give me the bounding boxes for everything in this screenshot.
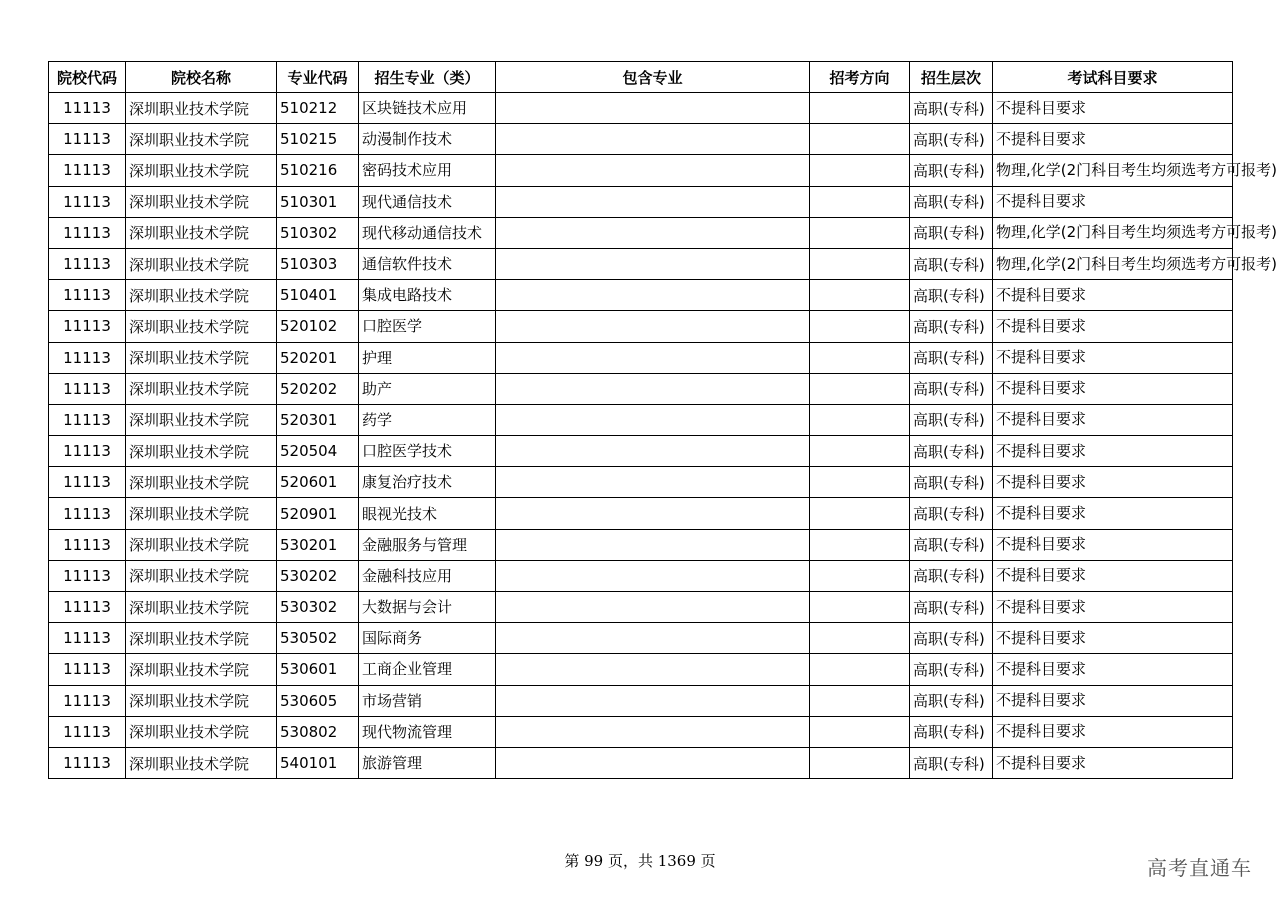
- cell-major-code: 520202: [277, 373, 359, 404]
- cell-school-code: 11113: [49, 592, 126, 623]
- cell-requirement: 不提科目要求: [993, 560, 1233, 591]
- table-row: [49, 467, 1233, 498]
- cell-school-name: 深圳职业技术学院: [126, 217, 277, 248]
- cell-requirement: 不提科目要求: [993, 311, 1233, 342]
- cell-requirement: 不提科目要求: [993, 498, 1233, 529]
- cell-school-name: 深圳职业技术学院: [126, 342, 277, 373]
- cell-school-code: 11113: [49, 498, 126, 529]
- cell-requirement: 物理,化学(2门科目考生均须选考方可报考): [993, 248, 1233, 279]
- cell-direction: [810, 623, 910, 654]
- cell-level: 高职(专科): [910, 373, 993, 404]
- cell-major: 药学: [359, 404, 496, 435]
- cell-major-code: 540101: [277, 747, 359, 778]
- cell-school-code: 11113: [49, 280, 126, 311]
- table-row: [49, 592, 1233, 623]
- cell-major-code: 530605: [277, 685, 359, 716]
- cell-requirement: 不提科目要求: [993, 716, 1233, 747]
- cell-school-name: 深圳职业技术学院: [126, 155, 277, 186]
- cell-requirement: 不提科目要求: [993, 404, 1233, 435]
- cell-school-code: 11113: [49, 373, 126, 404]
- cell-included-majors: [496, 498, 810, 529]
- cell-school-name: 深圳职业技术学院: [126, 467, 277, 498]
- cell-major: 工商企业管理: [359, 654, 496, 685]
- cell-direction: [810, 498, 910, 529]
- cell-requirement: 不提科目要求: [993, 654, 1233, 685]
- cell-level: 高职(专科): [910, 311, 993, 342]
- cell-major-code: 520901: [277, 498, 359, 529]
- page-number: 第 99 页，共 1369 页: [564, 852, 716, 870]
- cell-major-code: 510302: [277, 217, 359, 248]
- cell-school-code: 11113: [49, 93, 126, 124]
- cell-requirement: 物理,化学(2门科目考生均须选考方可报考): [993, 155, 1233, 186]
- cell-direction: [810, 93, 910, 124]
- cell-level: 高职(专科): [910, 404, 993, 435]
- cell-direction: [810, 280, 910, 311]
- table-row: [49, 373, 1233, 404]
- cell-major-code: 530202: [277, 560, 359, 591]
- cell-major: 区块链技术应用: [359, 93, 496, 124]
- cell-direction: [810, 654, 910, 685]
- table-row: [49, 342, 1233, 373]
- header-level: 招生层次: [910, 62, 993, 93]
- header-direction: 招考方向: [810, 62, 910, 93]
- cell-level: 高职(专科): [910, 93, 993, 124]
- cell-included-majors: [496, 623, 810, 654]
- cell-major: 密码技术应用: [359, 155, 496, 186]
- cell-included-majors: [496, 436, 810, 467]
- cell-direction: [810, 747, 910, 778]
- cell-level: 高职(专科): [910, 716, 993, 747]
- cell-requirement: 不提科目要求: [993, 467, 1233, 498]
- cell-requirement: 不提科目要求: [993, 747, 1233, 778]
- cell-direction: [810, 124, 910, 155]
- cell-school-name: 深圳职业技术学院: [126, 280, 277, 311]
- cell-school-code: 11113: [49, 311, 126, 342]
- table-body: [49, 93, 1278, 779]
- cell-major: 大数据与会计: [359, 592, 496, 623]
- cell-school-name: 深圳职业技术学院: [126, 498, 277, 529]
- cell-level: 高职(专科): [910, 248, 993, 279]
- cell-major: 护理: [359, 342, 496, 373]
- cell-direction: [810, 342, 910, 373]
- cell-level: 高职(专科): [910, 685, 993, 716]
- cell-school-name: 深圳职业技术学院: [126, 747, 277, 778]
- cell-school-name: 深圳职业技术学院: [126, 93, 277, 124]
- table-row: [49, 747, 1233, 778]
- header-row: [49, 62, 1233, 93]
- cell-major-code: 530802: [277, 716, 359, 747]
- table-row: [49, 186, 1233, 217]
- header-major: 招生专业（类）: [359, 62, 496, 93]
- cell-school-code: 11113: [49, 529, 126, 560]
- cell-major-code: 520301: [277, 404, 359, 435]
- cell-major: 市场营销: [359, 685, 496, 716]
- cell-direction: [810, 404, 910, 435]
- cell-major-code: 510216: [277, 155, 359, 186]
- cell-included-majors: [496, 716, 810, 747]
- cell-requirement: 不提科目要求: [993, 124, 1233, 155]
- cell-major: 金融科技应用: [359, 560, 496, 591]
- cell-school-code: 11113: [49, 654, 126, 685]
- cell-included-majors: [496, 217, 810, 248]
- cell-direction: [810, 436, 910, 467]
- table-row: [49, 311, 1233, 342]
- cell-level: 高职(专科): [910, 592, 993, 623]
- cell-included-majors: [496, 93, 810, 124]
- cell-school-code: 11113: [49, 560, 126, 591]
- cell-level: 高职(专科): [910, 217, 993, 248]
- cell-school-code: 11113: [49, 716, 126, 747]
- cell-school-name: 深圳职业技术学院: [126, 124, 277, 155]
- cell-direction: [810, 467, 910, 498]
- cell-major: 旅游管理: [359, 747, 496, 778]
- cell-school-code: 11113: [49, 436, 126, 467]
- cell-major-code: 510303: [277, 248, 359, 279]
- cell-school-code: 11113: [49, 404, 126, 435]
- table-row: [49, 93, 1233, 124]
- cell-school-code: 11113: [49, 155, 126, 186]
- cell-school-name: 深圳职业技术学院: [126, 685, 277, 716]
- table-row: [49, 124, 1233, 155]
- cell-level: 高职(专科): [910, 280, 993, 311]
- cell-school-name: 深圳职业技术学院: [126, 404, 277, 435]
- cell-level: 高职(专科): [910, 560, 993, 591]
- cell-requirement: 不提科目要求: [993, 186, 1233, 217]
- table-row: [49, 498, 1233, 529]
- cell-direction: [810, 248, 910, 279]
- cell-school-name: 深圳职业技术学院: [126, 560, 277, 591]
- cell-major-code: 530601: [277, 654, 359, 685]
- cell-school-name: 深圳职业技术学院: [126, 592, 277, 623]
- cell-level: 高职(专科): [910, 467, 993, 498]
- cell-included-majors: [496, 248, 810, 279]
- cell-included-majors: [496, 280, 810, 311]
- cell-school-code: 11113: [49, 186, 126, 217]
- cell-major: 现代通信技术: [359, 186, 496, 217]
- cell-requirement: 不提科目要求: [993, 93, 1233, 124]
- cell-major-code: 510215: [277, 124, 359, 155]
- cell-included-majors: [496, 560, 810, 591]
- cell-included-majors: [496, 592, 810, 623]
- cell-included-majors: [496, 654, 810, 685]
- cell-included-majors: [496, 186, 810, 217]
- table-row: [49, 155, 1233, 186]
- cell-major: 集成电路技术: [359, 280, 496, 311]
- cell-major: 助产: [359, 373, 496, 404]
- cell-school-code: 11113: [49, 747, 126, 778]
- cell-included-majors: [496, 685, 810, 716]
- cell-major-code: 520504: [277, 436, 359, 467]
- cell-direction: [810, 716, 910, 747]
- cell-school-name: 深圳职业技术学院: [126, 311, 277, 342]
- cell-major: 康复治疗技术: [359, 467, 496, 498]
- cell-major-code: 510212: [277, 93, 359, 124]
- cell-included-majors: [496, 342, 810, 373]
- cell-major: 通信软件技术: [359, 248, 496, 279]
- cell-direction: [810, 685, 910, 716]
- cell-major-code: 520601: [277, 467, 359, 498]
- cell-level: 高职(专科): [910, 186, 993, 217]
- cell-school-name: 深圳职业技术学院: [126, 529, 277, 560]
- table-row: [49, 654, 1233, 685]
- cell-included-majors: [496, 155, 810, 186]
- cell-requirement: 不提科目要求: [993, 436, 1233, 467]
- cell-major: 国际商务: [359, 623, 496, 654]
- cell-direction: [810, 560, 910, 591]
- table-row: [49, 217, 1233, 248]
- cell-major-code: 530502: [277, 623, 359, 654]
- cell-level: 高职(专科): [910, 436, 993, 467]
- cell-school-code: 11113: [49, 124, 126, 155]
- cell-requirement: 不提科目要求: [993, 623, 1233, 654]
- cell-major: 现代移动通信技术: [359, 217, 496, 248]
- cell-level: 高职(专科): [910, 529, 993, 560]
- cell-school-name: 深圳职业技术学院: [126, 623, 277, 654]
- cell-school-code: 11113: [49, 623, 126, 654]
- header-major-code: 专业代码: [277, 62, 359, 93]
- cell-included-majors: [496, 311, 810, 342]
- cell-requirement: 物理,化学(2门科目考生均须选考方可报考): [993, 217, 1233, 248]
- cell-major: 动漫制作技术: [359, 124, 496, 155]
- table-row: [49, 685, 1233, 716]
- cell-level: 高职(专科): [910, 498, 993, 529]
- table-row: [49, 436, 1233, 467]
- cell-direction: [810, 311, 910, 342]
- admissions-table: [48, 61, 1278, 779]
- cell-school-name: 深圳职业技术学院: [126, 373, 277, 404]
- cell-requirement: 不提科目要求: [993, 529, 1233, 560]
- cell-school-code: 11113: [49, 217, 126, 248]
- cell-direction: [810, 592, 910, 623]
- cell-direction: [810, 373, 910, 404]
- cell-included-majors: [496, 747, 810, 778]
- table-row: [49, 404, 1233, 435]
- cell-major: 眼视光技术: [359, 498, 496, 529]
- cell-level: 高职(专科): [910, 623, 993, 654]
- cell-major: 金融服务与管理: [359, 529, 496, 560]
- table-row: [49, 623, 1233, 654]
- header-requirement: 考试科目要求: [993, 62, 1233, 93]
- watermark: 高考直通车: [1147, 856, 1252, 880]
- header-school-name: 院校名称: [126, 62, 277, 93]
- cell-school-name: 深圳职业技术学院: [126, 436, 277, 467]
- cell-major-code: 510301: [277, 186, 359, 217]
- cell-included-majors: [496, 529, 810, 560]
- cell-direction: [810, 529, 910, 560]
- table-row: [49, 560, 1233, 591]
- cell-level: 高职(专科): [910, 124, 993, 155]
- cell-direction: [810, 155, 910, 186]
- cell-level: 高职(专科): [910, 747, 993, 778]
- cell-level: 高职(专科): [910, 654, 993, 685]
- cell-level: 高职(专科): [910, 155, 993, 186]
- cell-major-code: 510401: [277, 280, 359, 311]
- cell-requirement: 不提科目要求: [993, 280, 1233, 311]
- header-school-code: 院校代码: [49, 62, 126, 93]
- cell-major-code: 520201: [277, 342, 359, 373]
- cell-requirement: 不提科目要求: [993, 685, 1233, 716]
- cell-requirement: 不提科目要求: [993, 592, 1233, 623]
- cell-school-code: 11113: [49, 248, 126, 279]
- cell-major: 口腔医学技术: [359, 436, 496, 467]
- cell-direction: [810, 186, 910, 217]
- table-row: [49, 280, 1233, 311]
- table-row: [49, 716, 1233, 747]
- cell-included-majors: [496, 467, 810, 498]
- cell-school-code: 11113: [49, 342, 126, 373]
- cell-school-name: 深圳职业技术学院: [126, 716, 277, 747]
- cell-school-name: 深圳职业技术学院: [126, 186, 277, 217]
- header-included-majors: 包含专业: [496, 62, 810, 93]
- cell-direction: [810, 217, 910, 248]
- cell-included-majors: [496, 404, 810, 435]
- table-row: [49, 529, 1233, 560]
- cell-school-name: 深圳职业技术学院: [126, 654, 277, 685]
- cell-included-majors: [496, 373, 810, 404]
- cell-major-code: 520102: [277, 311, 359, 342]
- cell-major-code: 530201: [277, 529, 359, 560]
- table-row: [49, 248, 1233, 279]
- cell-level: 高职(专科): [910, 342, 993, 373]
- cell-major: 口腔医学: [359, 311, 496, 342]
- cell-requirement: 不提科目要求: [993, 342, 1233, 373]
- cell-school-code: 11113: [49, 467, 126, 498]
- cell-major-code: 530302: [277, 592, 359, 623]
- cell-school-name: 深圳职业技术学院: [126, 248, 277, 279]
- cell-included-majors: [496, 124, 810, 155]
- cell-school-code: 11113: [49, 685, 126, 716]
- cell-requirement: 不提科目要求: [993, 373, 1233, 404]
- cell-major: 现代物流管理: [359, 716, 496, 747]
